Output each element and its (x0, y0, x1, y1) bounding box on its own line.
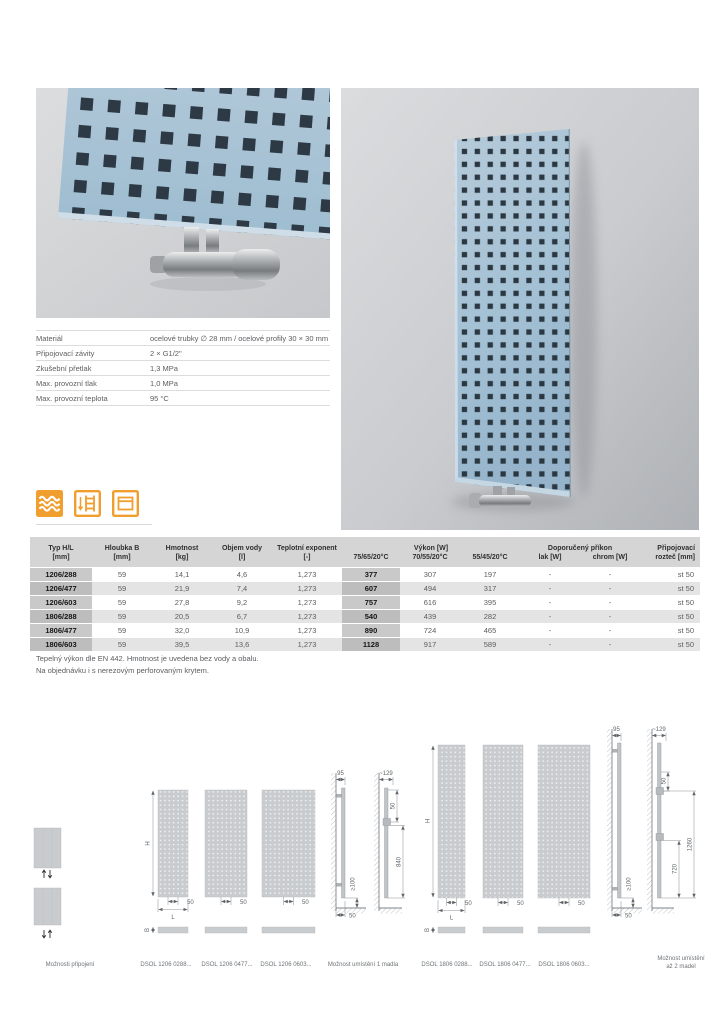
table-cell: - (580, 638, 640, 652)
table-cell: 39,5 (152, 638, 212, 652)
table-cell: 1,273 (272, 624, 342, 638)
bottom-view-drawing (262, 927, 315, 933)
col-header-70-55: 70/55/20°C (400, 553, 460, 568)
col-header-chrom: chrom [W] (580, 553, 640, 568)
spec-label: Max. provozní tlak (36, 376, 150, 391)
spec-label: Max. provozní teplota (36, 391, 150, 406)
caption-model: DSOL 1806 0288... (421, 962, 473, 968)
arrow-up-icon (48, 930, 52, 938)
table-cell: - (580, 624, 640, 638)
table-cell: - (520, 638, 580, 652)
dimension-label: 720 (672, 863, 679, 875)
col-group-prikon: Doporučený příkon (520, 537, 640, 553)
dimension-label: H (425, 818, 432, 824)
table-cell: 1206/288 (30, 568, 92, 582)
caption-handle-1: Možnost umístění 1 madla (327, 962, 399, 968)
table-cell: - (580, 610, 640, 624)
table-row (30, 610, 700, 624)
table-cell: 27,8 (152, 596, 212, 610)
spec-value: 1,3 MPa (150, 361, 330, 376)
radiator-shadow (571, 142, 597, 498)
table-cell: 59 (92, 582, 152, 596)
spec-row (36, 331, 330, 346)
radiator-panel (454, 129, 570, 497)
table-cell: 395 (460, 596, 520, 610)
table-cell: - (580, 568, 640, 582)
table-cell: - (580, 596, 640, 610)
caption-model: DSOL 1806 0603... (538, 962, 590, 968)
table-cell: 1806/477 (30, 624, 92, 638)
dimension-label: 50 (240, 900, 247, 906)
bottom-view-drawing (438, 927, 465, 933)
table-cell: st 50 (640, 610, 700, 624)
caption-model: DSOL 1206 0603... (260, 962, 312, 968)
hot-water-heating-icon (36, 490, 63, 517)
radiator-closeup-image (36, 88, 330, 318)
photo-radiator-full (341, 88, 699, 530)
table-cell: 59 (92, 568, 152, 582)
towel-radiator-icon (74, 490, 101, 517)
bottom-view-drawing (483, 927, 523, 933)
table-cell: 540 (342, 610, 400, 624)
table-cell: 1128 (342, 638, 400, 652)
dimension-label: 50 (302, 900, 309, 906)
side-views-1206 (331, 771, 405, 920)
table-cell: 1,273 (272, 638, 342, 652)
dimension-label: 50 (661, 777, 668, 785)
table-cell: 13,6 (212, 638, 272, 652)
col-header-typ: Typ H/L (30, 537, 92, 553)
bottom-view-drawing (158, 927, 188, 933)
table-row (30, 624, 700, 638)
front-panel-drawing (483, 745, 523, 898)
col-header-hloubka: Hloubka B (92, 537, 152, 553)
arrow-down-icon (42, 930, 46, 938)
dimension-label: 50 (625, 913, 632, 920)
table-cell: 4,6 (212, 568, 272, 582)
technical-drawings (0, 715, 726, 965)
caption-model: DSOL 1806 0477... (479, 962, 531, 968)
table-cell: - (520, 568, 580, 582)
table-cell: st 50 (640, 582, 700, 596)
note-line: Tepelný výkon dle EN 442. Hmotnost je uvedena bez vody a obalu. (36, 654, 259, 663)
table-cell: 59 (92, 638, 152, 652)
col-header-roztec-unit: rozteč [mm] (640, 553, 700, 568)
dimension-label: 95 (337, 771, 344, 777)
dimension-label: ≥100 (350, 877, 357, 891)
caption-line: až 2 madel (666, 963, 696, 970)
table-cell: 59 (92, 610, 152, 624)
radiator-full-image (341, 88, 699, 530)
col-unit: [mm] (92, 553, 152, 568)
table-notes (36, 653, 259, 677)
bottom-view-drawing (205, 927, 247, 933)
spec-value: 95 °C (150, 391, 330, 406)
spec-label: Připojovací závity (36, 346, 150, 361)
table-cell: 1,273 (272, 596, 342, 610)
dimension-label: H (145, 841, 152, 846)
front-panel-drawing (438, 745, 465, 898)
col-header-roztec: Připojovací (640, 537, 700, 553)
table-cell: 439 (400, 610, 460, 624)
dimension-label: L (171, 915, 175, 921)
main-table-body (30, 568, 700, 652)
table-cell: 890 (342, 624, 400, 638)
table-cell: - (520, 610, 580, 624)
col-header-objem: Objem vody (212, 537, 272, 553)
table-cell: 724 (400, 624, 460, 638)
spec-value: 1,0 MPa (150, 376, 330, 391)
col-unit: [mm] (30, 553, 92, 568)
dimension-label: 840 (396, 856, 403, 868)
dimension-label: 50 (465, 901, 472, 907)
table-cell: - (520, 582, 580, 596)
table-cell: 317 (460, 582, 520, 596)
table-cell: st 50 (640, 624, 700, 638)
table-cell: 21,9 (152, 582, 212, 596)
divider-line (36, 524, 152, 525)
table-cell: st 50 (640, 596, 700, 610)
handle-drawing (656, 788, 664, 795)
table-row (30, 638, 700, 652)
caption-line: Možnost umístění (657, 956, 705, 962)
table-header (30, 537, 700, 568)
table-row (30, 582, 700, 596)
table-cell: 20,5 (152, 610, 212, 624)
feature-icons (36, 490, 139, 517)
radiator-panel-closeup (58, 88, 330, 245)
dimension-label: 95 (613, 727, 620, 733)
front-panel-drawing (538, 745, 590, 898)
table-cell: 9,2 (212, 596, 272, 610)
table-cell: 607 (342, 582, 400, 596)
front-panel-drawing (262, 790, 315, 897)
table-row (30, 596, 700, 610)
table-cell: 1206/477 (30, 582, 92, 596)
col-unit: [kg] (152, 553, 212, 568)
table-cell: st 50 (640, 638, 700, 652)
table-cell: 465 (460, 624, 520, 638)
arrow-down-icon (48, 870, 52, 878)
caption-connection: Možnosti připojení (45, 962, 95, 968)
table-cell: 59 (92, 624, 152, 638)
caption-model: DSOL 1206 0288... (140, 962, 192, 968)
connection-options-drawing (34, 828, 61, 938)
front-panel-drawing (205, 790, 247, 897)
table-row (30, 568, 700, 582)
dimension-label: 50 (187, 900, 194, 906)
spec-row (36, 376, 330, 391)
front-views-1806 (425, 745, 590, 933)
spec-row (36, 391, 330, 406)
table-cell: 1206/603 (30, 596, 92, 610)
spec-label: Zkušební přetlak (36, 361, 150, 376)
photo-radiator-closeup (36, 88, 330, 318)
bottom-view-drawing (538, 927, 590, 933)
table-cell: 197 (460, 568, 520, 582)
table-cell: 616 (400, 596, 460, 610)
caption-handle-2 (657, 956, 704, 971)
dimension-label: 1260 (687, 837, 694, 852)
table-cell: 1806/603 (30, 638, 92, 652)
dimension-label: ~129 (652, 727, 666, 733)
arrow-up-icon (42, 870, 46, 878)
note-line: Na objednávku i s nerezovým perforovaným krytem. (36, 666, 209, 675)
dimension-label: L (449, 915, 454, 922)
table-cell: 589 (460, 638, 520, 652)
col-header-75-65: 75/65/20°C (342, 553, 400, 568)
dimension-label: 50 (517, 901, 524, 907)
table-cell: 14,1 (152, 568, 212, 582)
table-cell: 6,7 (212, 610, 272, 624)
table-cell: 757 (342, 596, 400, 610)
spec-row (36, 361, 330, 376)
front-views-1206 (145, 790, 315, 933)
front-panel-drawing (158, 790, 188, 897)
table-cell: 1,273 (272, 610, 342, 624)
table-cell: 282 (460, 610, 520, 624)
side-views-1806 (607, 727, 696, 920)
table-cell: st 50 (640, 568, 700, 582)
table-cell: - (520, 624, 580, 638)
table-cell: 1,273 (272, 568, 342, 582)
table-cell: 377 (342, 568, 400, 582)
dimension-label: ≥100 (626, 877, 633, 891)
table-cell: 10,9 (212, 624, 272, 638)
dimension-label: 50 (349, 913, 356, 920)
col-header-hmotnost: Hmotnost (152, 537, 212, 553)
col-unit: [-] (272, 553, 342, 568)
col-group-vykon: Výkon [W] (342, 537, 520, 553)
dimension-label: 50 (578, 901, 585, 907)
table-cell: 307 (400, 568, 460, 582)
handle-drawing (383, 819, 391, 826)
spec-value: 2 × G1/2" (150, 346, 330, 361)
table-cell: 1,273 (272, 582, 342, 596)
dimensions-table (30, 537, 700, 652)
handle-drawing (656, 834, 664, 841)
table-cell: 917 (400, 638, 460, 652)
col-header-lak: lak [W] (520, 553, 580, 568)
caption-model: DSOL 1206 0477... (201, 962, 253, 968)
dimension-label: B (145, 927, 151, 933)
table-cell: 32,0 (152, 624, 212, 638)
spec-value: ocelové trubky ∅ 28 mm / ocelové profily 30 × 30 mm (150, 331, 330, 346)
dimension-label: ~129 (379, 771, 393, 777)
panel-radiator-icon (112, 490, 139, 517)
spec-label: Materiál (36, 331, 150, 346)
table-cell: 1806/288 (30, 610, 92, 624)
dimension-label: B (425, 927, 431, 933)
table-cell: 494 (400, 582, 460, 596)
dimension-label: 50 (390, 802, 397, 810)
spec-table (36, 330, 330, 406)
col-unit: [l] (212, 553, 272, 568)
spec-row (36, 346, 330, 361)
table-cell: 59 (92, 596, 152, 610)
col-header-55-45: 55/45/20°C (460, 553, 520, 568)
table-cell: 7,4 (212, 582, 272, 596)
col-header-exponent: Teplotní exponent (272, 537, 342, 553)
table-cell: - (520, 596, 580, 610)
table-cell: - (580, 582, 640, 596)
